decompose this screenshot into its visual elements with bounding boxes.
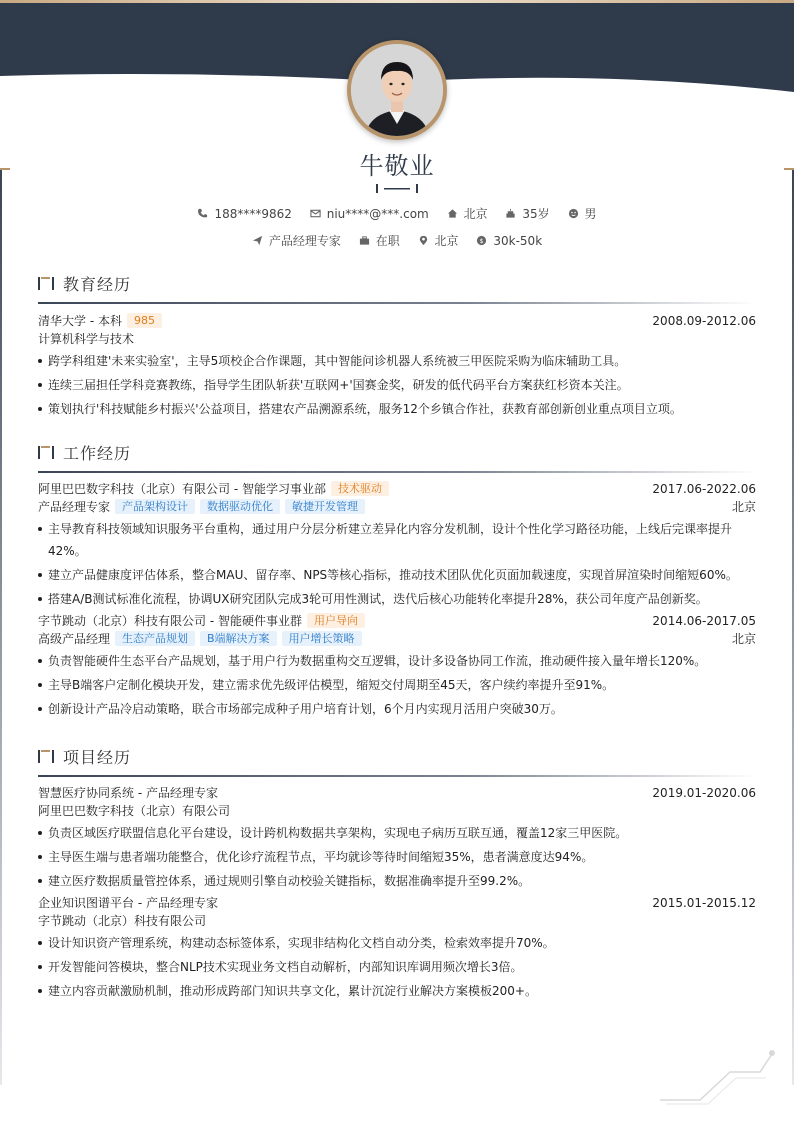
list-item: 创新设计产品冷启动策略，联合市场部完成种子用户培育计划，6个月内实现月活用户突破30万。 xyxy=(38,698,756,720)
major: 计算机科学与技术 xyxy=(38,332,135,346)
work-entry xyxy=(38,480,756,610)
gender-item xyxy=(568,205,597,222)
hometown-item xyxy=(447,205,488,222)
work-entry xyxy=(38,612,756,720)
section-marker-icon xyxy=(38,749,56,763)
gender-icon xyxy=(568,208,579,219)
skill-tag: 数据驱动优化 xyxy=(200,499,280,514)
projects-section xyxy=(38,745,756,1002)
project-company: 阿里巴巴数字科技（北京）有限公司 xyxy=(38,804,231,818)
hometown-text: 北京 xyxy=(463,207,488,221)
salary-item xyxy=(476,234,542,248)
skill-tag: B端解决方案 xyxy=(200,631,277,646)
list-item: 连续三届担任学科竞赛教练，指导学生团队斩获'互联网+'国赛金奖，研发的低代码平台方案获红杉资本关注。 xyxy=(38,374,756,396)
target-position-item xyxy=(252,232,341,249)
home-icon xyxy=(447,208,458,219)
section-marker-icon xyxy=(38,276,56,290)
project-entry xyxy=(38,894,756,1002)
role: 高级产品经理 xyxy=(38,632,111,646)
target-city-item xyxy=(418,232,459,249)
skill-tag: 用户增长策略 xyxy=(282,631,362,646)
company-tag: 技术驱动 xyxy=(331,481,389,496)
age-text: 35岁 xyxy=(522,207,550,221)
list-item: 策划执行'科技赋能乡村振兴'公益项目，搭建农产品溯源系统，服务12个乡镇合作社，获教育部创新创业重点项目立项。 xyxy=(38,398,756,420)
skill-tag: 产品架构设计 xyxy=(115,499,195,514)
list-item: 搭建A/B测试标准化流程，协调UX研究团队完成3轮可用性测试，迭代后核心功能转化率提升28%，获公司年度产品创新奖。 xyxy=(38,588,756,610)
status-item xyxy=(359,232,400,249)
list-item: 负责区域医疗联盟信息化平台建设，设计跨机构数据共享架构，实现电子病历互联互通，覆盖12家三甲医院。 xyxy=(38,822,756,844)
list-item: 建立产品健康度评估体系，整合MAU、留存率、NPS等核心指标，推动技术团队优化页面加载速度，实现首屏渲染时间缩短60%。 xyxy=(38,564,756,586)
target-city-text: 北京 xyxy=(434,234,459,248)
location-pin-icon xyxy=(418,235,429,246)
project-name: 企业知识图谱平台 - 产品经理专家 xyxy=(38,896,218,910)
job-intention-row xyxy=(0,232,794,249)
salary-text: 30k-50k xyxy=(493,233,543,248)
project-period: 2019.01-2020.06 xyxy=(652,786,756,800)
corner-decoration xyxy=(660,1048,780,1108)
company-name: 阿里巴巴数字科技（北京）有限公司 - 智能学习事业部 xyxy=(38,482,326,496)
section-divider xyxy=(38,302,756,304)
list-item: 建立医疗数据质量管控体系，通过规则引擎自动校验关键指标，数据准确率提升至99.2%。 xyxy=(38,870,756,892)
avatar xyxy=(347,40,447,140)
projects-header xyxy=(38,745,756,769)
education-title: 教育经历 xyxy=(63,275,132,294)
section-marker-icon xyxy=(38,445,56,459)
education-period: 2008.09-2012.06 xyxy=(652,314,756,328)
school-name: 清华大学 - 本科 xyxy=(38,314,122,328)
education-section xyxy=(38,272,756,420)
phone-icon xyxy=(197,208,208,219)
list-item: 建立内容贡献激励机制，推动形成跨部门知识共享文化，累计沉淀行业解决方案模板200+。 xyxy=(38,980,756,1002)
project-period: 2015.01-2015.12 xyxy=(652,896,756,910)
list-item: 负责智能硬件生态平台产品规划，基于用户行为数据重构交互逻辑，设计多设备协同工作流，推动硬件接入量年增长120%。 xyxy=(38,650,756,672)
list-item: 开发智能问答模块，整合NLP技术实现业务文档自动解析，内部知识库调用频次增长3倍。 xyxy=(38,956,756,978)
target-position-text: 产品经理专家 xyxy=(268,234,341,248)
briefcase-icon xyxy=(359,235,370,246)
work-city: 北京 xyxy=(731,500,756,514)
skill-tag: 敏捷开发管理 xyxy=(285,499,365,514)
project-name: 智慧医疗协同系统 - 产品经理专家 xyxy=(38,786,218,800)
age-item xyxy=(505,205,549,222)
list-item: 主导医生端与患者端功能整合，优化诊疗流程节点，平均就诊等待时间缩短35%，患者满意度达94%。 xyxy=(38,846,756,868)
project-company: 字节跳动（北京）科技有限公司 xyxy=(38,914,207,928)
projects-title: 项目经历 xyxy=(63,748,132,767)
email-text: niu****@***.com xyxy=(326,206,429,221)
candidate-name: 牛敬业 xyxy=(359,152,435,180)
work-title: 工作经历 xyxy=(63,444,132,463)
company-tag: 用户导向 xyxy=(307,613,365,628)
work-header xyxy=(38,441,756,465)
money-icon xyxy=(476,235,487,246)
skill-tag: 生态产品规划 xyxy=(115,631,195,646)
cake-icon xyxy=(505,208,516,219)
education-header xyxy=(38,272,756,296)
paper-plane-icon xyxy=(252,235,263,246)
svg-text:$: $ xyxy=(479,236,484,245)
email-item xyxy=(310,207,429,221)
contact-info-row xyxy=(0,205,794,222)
phone-text: 188****9862 xyxy=(214,206,292,221)
list-item: 主导B端客户定制化模块开发，建立需求优先级评估模型，缩短交付周期至45天，客户续约率提升至91%。 xyxy=(38,674,756,696)
project-entry xyxy=(38,784,756,892)
name-divider xyxy=(376,182,418,194)
work-section xyxy=(38,441,756,720)
email-icon xyxy=(310,208,321,219)
avatar-photo xyxy=(351,44,443,136)
education-entry xyxy=(38,312,756,420)
status-text: 在职 xyxy=(375,234,400,248)
company-name: 字节跳动（北京）科技有限公司 - 智能硬件事业群 xyxy=(38,614,302,628)
work-city: 北京 xyxy=(731,632,756,646)
work-period: 2017.06-2022.06 xyxy=(652,482,756,496)
gender-text: 男 xyxy=(584,207,597,221)
left-border-line xyxy=(0,170,2,1085)
work-period: 2014.06-2017.05 xyxy=(652,614,756,628)
section-divider xyxy=(38,775,756,777)
list-item: 跨学科组建'未来实验室'，主导5项校企合作课题，其中智能问诊机器人系统被三甲医院采购为临床辅助工具。 xyxy=(38,350,756,372)
phone-item xyxy=(197,207,291,221)
role: 产品经理专家 xyxy=(38,500,111,514)
school-tag: 985 xyxy=(127,313,162,328)
section-divider xyxy=(38,471,756,473)
list-item: 主导教育科技领域知识服务平台重构，通过用户分层分析建立差异化内容分发机制，设计个性化学习路径功能，上线后完课率提升42%。 xyxy=(38,518,756,562)
list-item: 设计知识资产管理系统，构建动态标签体系，实现非结构化文档自动分类，检索效率提升70%。 xyxy=(38,932,756,954)
